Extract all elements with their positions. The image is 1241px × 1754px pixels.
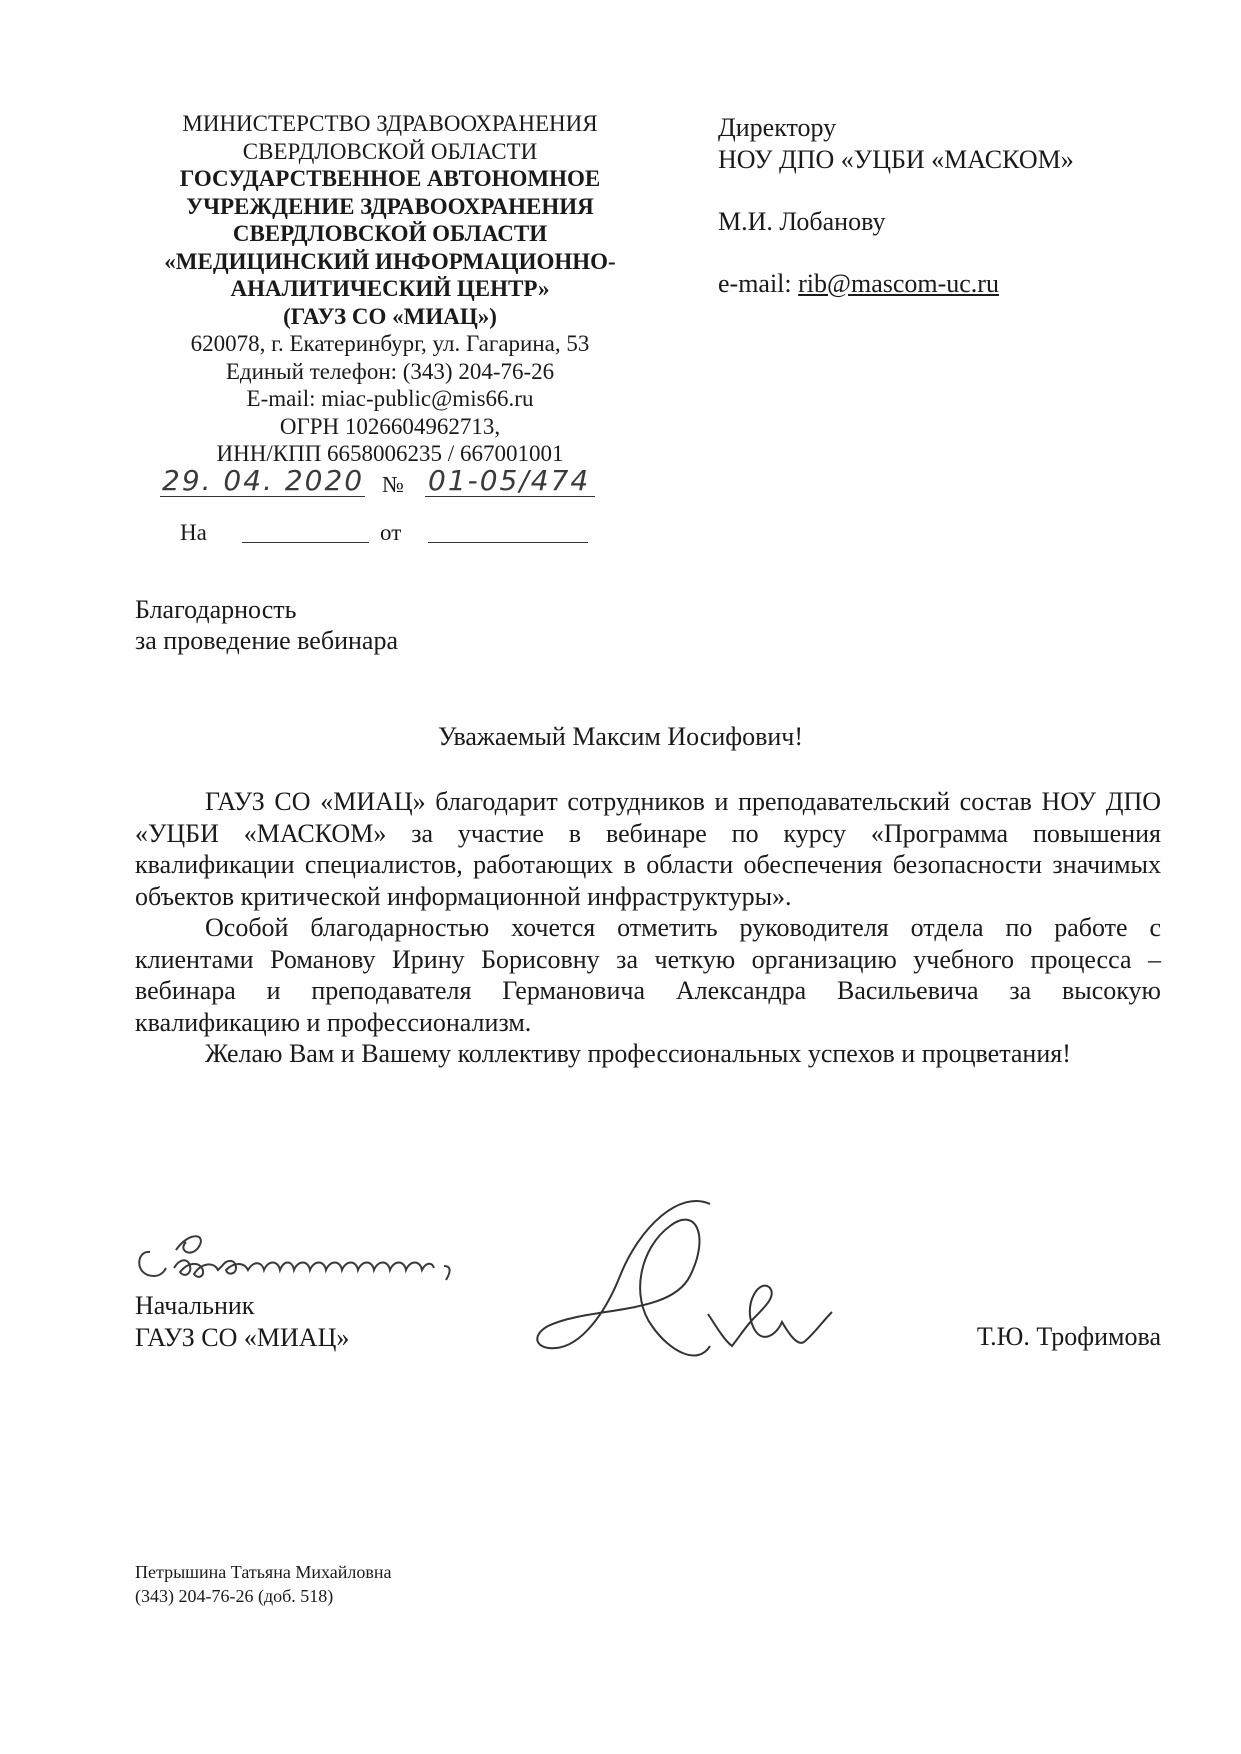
sender-inn: ИНН/КПП 6658006235 / 667001001: [216, 441, 564, 466]
addressee-email-link[interactable]: rib@mascom-uc.ru: [798, 269, 999, 298]
executor-phone: (343) 204-76-26 (доб. 518): [135, 1586, 334, 1606]
body-paragraph: ГАУЗ СО «МИАЦ» благодарит сотрудников и преподавательский состав НОУ ДПО «УЦБИ «МАСКОМ» за участие в вебинаре по курсу «Программа повышения квалификации специалистов, работающих в области обеспечения безопасности значимых объектов критической информационной инфраструктуры».: [135, 787, 1161, 911]
sender-line: (ГАУЗ СО «МИАЦ»): [283, 303, 497, 329]
sender-line: СВЕРДЛОВСКОЙ ОБЛАСТИ: [242, 138, 538, 164]
reference-label: На: [180, 520, 207, 545]
letter-body: [135, 786, 1161, 1070]
registration-date: 29. 04. 2020: [162, 464, 365, 497]
executor-block: [135, 1560, 391, 1608]
addressee-position: Директору: [718, 113, 837, 142]
signature: [520, 1196, 860, 1396]
executor-name: Петрышина Татьяна Михайловна: [135, 1562, 392, 1582]
salutation: Уважаемый Максим Иосифович!: [437, 722, 804, 751]
body-paragraph: Желаю Вам и Вашему коллективу профессиональных успехов и процветания!: [205, 1039, 1071, 1068]
signer-title: Начальник: [135, 1291, 255, 1320]
from-label: от: [380, 520, 402, 545]
addressee-email-label: e-mail:: [718, 269, 799, 298]
body-paragraph: Особой благодарностью хочется отметить руководителя отдела по работе с клиентами Романову Ирину Борисовну за четкую организацию учебного процесса – вебинара и преподавателя Германовича Александра Васильевича за высокую квалификацию и профессионализм.: [135, 913, 1161, 1037]
sender-line: УЧРЕЖДЕНИЕ ЗДРАВООХРАНЕНИЯ: [186, 193, 594, 219]
addressee-block: [718, 112, 1074, 300]
registration-number: 01-05/474: [428, 464, 591, 497]
sender-phone: Единый телефон: (343) 204-76-26: [225, 358, 555, 384]
sender-block: [130, 110, 650, 468]
sender-email: E-mail: miac-public@mis66.ru: [246, 386, 534, 411]
signer-organization: ГАУЗ СО «МИАЦ»: [135, 1323, 350, 1352]
subject-block: [135, 594, 398, 656]
sender-line: ГОСУДАРСТВЕННОЕ АВТОНОМНОЕ: [179, 166, 601, 191]
handwritten-regards: [128, 1222, 508, 1292]
sender-line: АНАЛИТИЧЕСКИЙ ЦЕНТР»: [230, 276, 550, 301]
sender-line: «МЕДИЦИНСКИЙ ИНФОРМАЦИОННО-: [164, 248, 616, 274]
subject-line: Благодарность: [135, 595, 297, 624]
sender-address: 620078, г. Екатеринбург, ул. Гагарина, 53: [190, 331, 590, 356]
closing-block: [135, 1290, 349, 1354]
signer-name: Т.Ю. Трофимова: [976, 1322, 1161, 1351]
registration-line: [160, 464, 600, 550]
subject-line: за проведение вебинара: [135, 626, 398, 655]
addressee-organization: НОУ ДПО «УЦБИ «МАСКОМ»: [718, 145, 1074, 174]
addressee-email-line: [718, 268, 1074, 300]
addressee-name: М.И. Лобанову: [718, 207, 886, 236]
sender-line: СВЕРДЛОВСКОЙ ОБЛАСТИ: [232, 221, 548, 246]
registration-number-sign: №: [382, 472, 404, 497]
sender-ogrn: ОГРН 1026604962713,: [279, 413, 501, 439]
sender-line: МИНИСТЕРСТВО ЗДРАВООХРАНЕНИЯ: [182, 111, 598, 136]
